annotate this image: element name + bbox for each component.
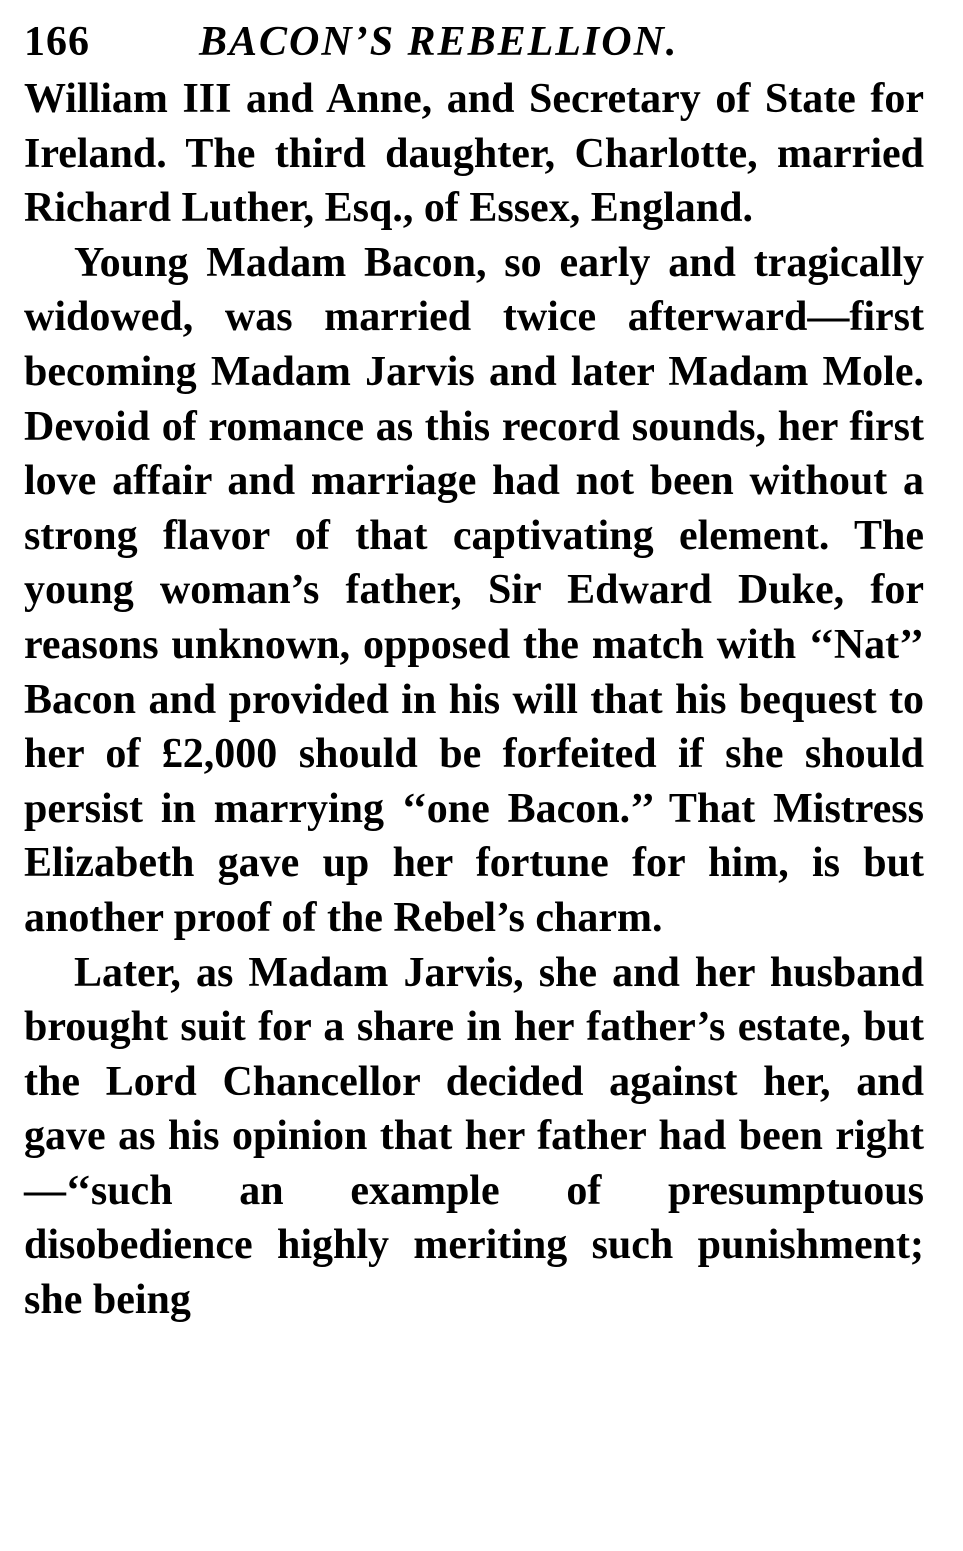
body-text xyxy=(24,72,924,1328)
book-page xyxy=(24,14,924,1328)
paragraph-madam-bacon: Young Madam Bacon, so early and tragically widowed, was married twice afterward—first becoming Madam Jarvis and later Madam Mole. Devoid of romance as this record sounds, her first love affair and marriage had not been without a strong flavor of that captivating element. The young woman’s father, Sir Edward Duke, for reasons unknown, opposed the match with ‘‘Nat’’ Bacon and provided in his will that his bequest to her of £2,000 should be forfeited if she should persist in marrying ‘‘one Bacon.’’ That Mistress Elizabeth gave up her fortune for him, is but another proof of the Rebel’s charm. xyxy=(24,239,924,941)
paragraph-continued: William III and Anne, and Secretary of State for Ireland. The third daughter, Charlotte, married Richard Luther, Esq., of Essex, England. xyxy=(24,76,924,232)
page-number: 166 xyxy=(24,19,90,65)
page-header xyxy=(24,14,924,70)
running-title: BACON’S REBELLION. xyxy=(199,19,679,65)
paragraph-madam-jarvis: Later, as Madam Jarvis, she and her husband brought suit for a share in her father’s estate, but the Lord Chancellor decided against her, and gave as his opinion that her father had been right—‘‘such an example of presumptuous disobedience highly meriting such punishment; she being xyxy=(24,949,924,1324)
